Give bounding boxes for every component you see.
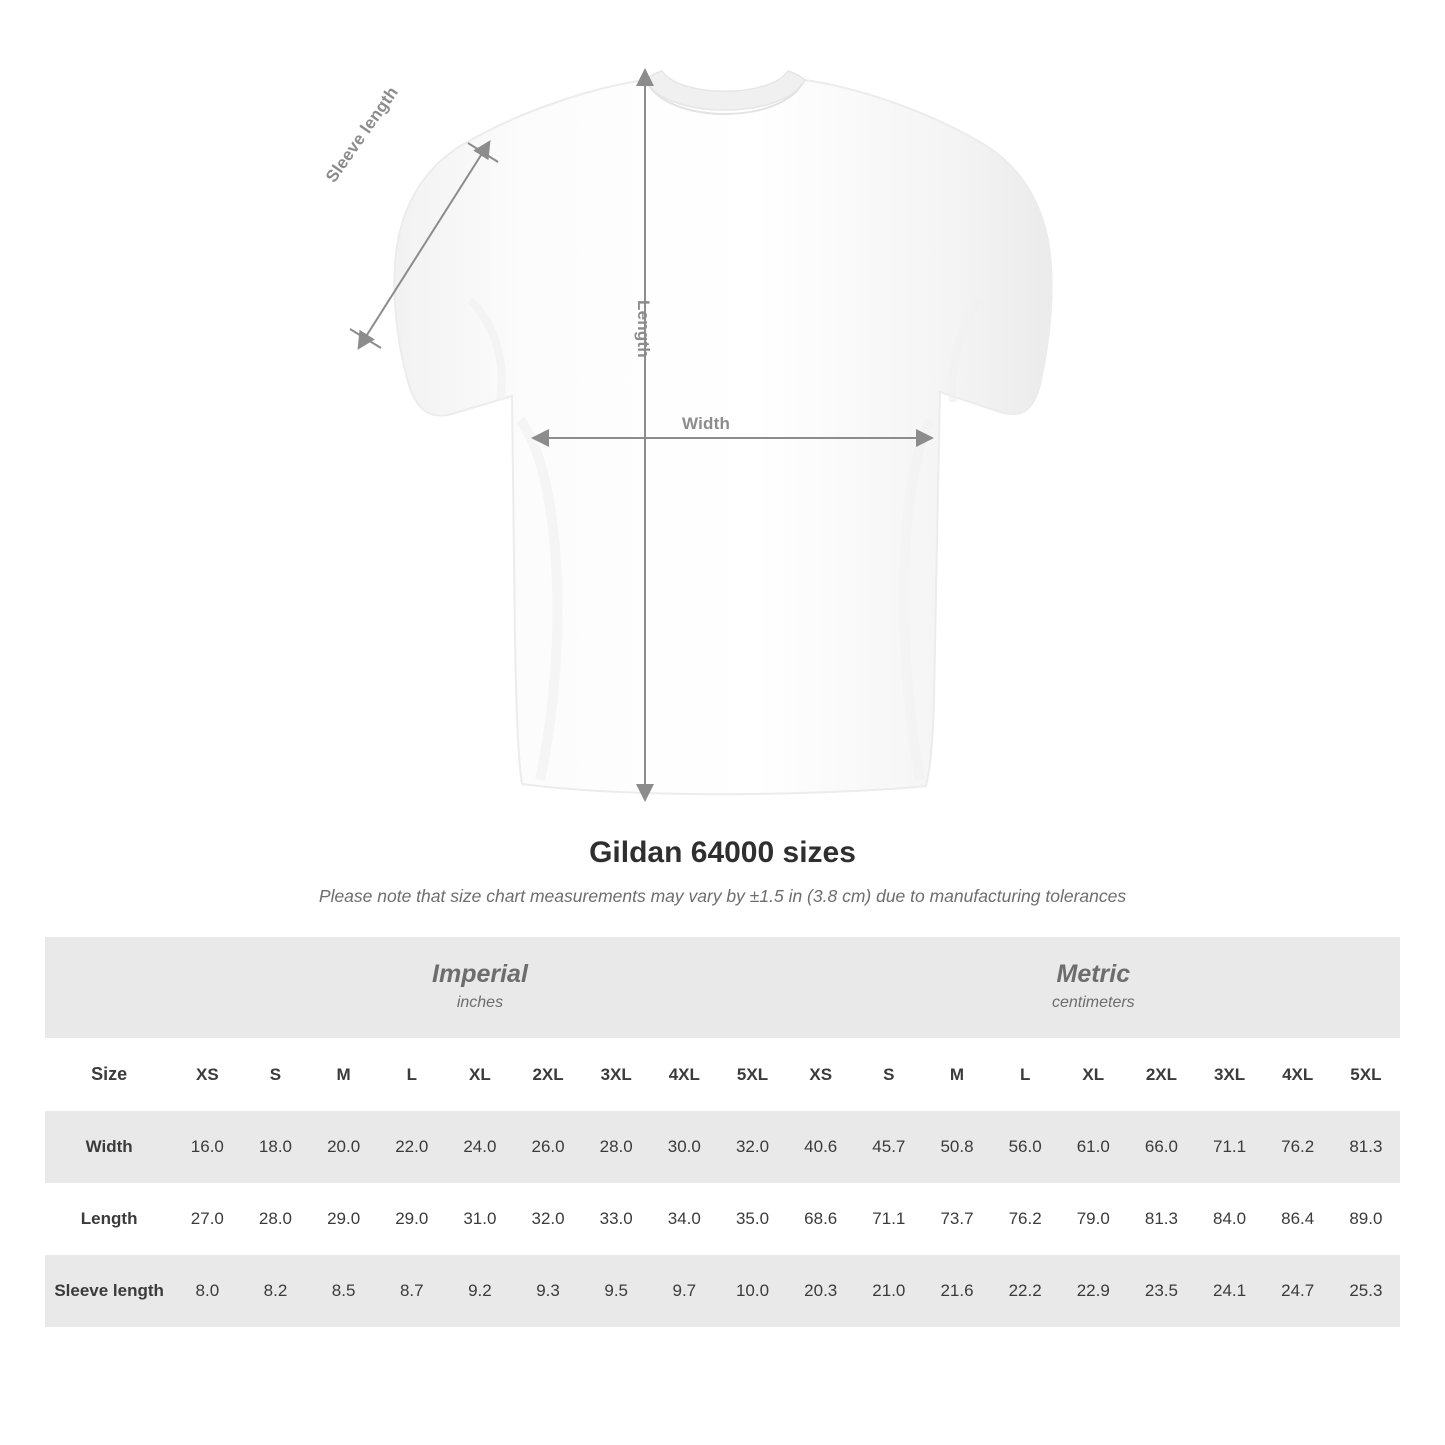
unit-system-spacer — [45, 937, 173, 1038]
cell-sleeve-imperial-m: 8.5 — [310, 1255, 378, 1327]
cell-length-imperial-4xl: 34.0 — [650, 1183, 718, 1255]
unit-system-metric — [787, 937, 1400, 1038]
table-row — [45, 1183, 1400, 1255]
size-header-metric-3xl: 3XL — [1195, 1038, 1263, 1111]
cell-length-imperial-2xl: 32.0 — [514, 1183, 582, 1255]
cell-sleeve-imperial-2xl: 9.3 — [514, 1255, 582, 1327]
imperial-unit: inches — [456, 994, 504, 1012]
size-header-imperial-s: S — [241, 1038, 309, 1111]
cell-width-metric-3xl: 71.1 — [1195, 1111, 1263, 1183]
sleeve-length-dimension-label: Sleeve length — [322, 83, 402, 186]
cell-sleeve-metric-l: 22.2 — [991, 1255, 1059, 1327]
cell-length-imperial-xs: 27.0 — [173, 1183, 241, 1255]
row-label-sleeve-length: Sleeve length — [45, 1255, 173, 1327]
size-header-row — [45, 1038, 1400, 1111]
cell-width-imperial-2xl: 26.0 — [514, 1111, 582, 1183]
cell-length-imperial-xl: 31.0 — [446, 1183, 514, 1255]
cell-length-metric-s: 71.1 — [855, 1183, 923, 1255]
cell-length-metric-5xl: 89.0 — [1332, 1183, 1400, 1255]
table-row — [45, 1111, 1400, 1183]
size-header-metric-xs: XS — [787, 1038, 855, 1111]
size-header-imperial-2xl: 2XL — [514, 1038, 582, 1111]
cell-sleeve-metric-4xl: 24.7 — [1264, 1255, 1332, 1327]
size-header-imperial-4xl: 4XL — [650, 1038, 718, 1111]
cell-width-metric-xs: 40.6 — [787, 1111, 855, 1183]
size-header-imperial-m: M — [310, 1038, 378, 1111]
cell-sleeve-imperial-s: 8.2 — [241, 1255, 309, 1327]
size-chart-table-wrap — [45, 937, 1400, 1327]
row-label-width: Width — [45, 1111, 173, 1183]
cell-length-imperial-3xl: 33.0 — [582, 1183, 650, 1255]
cell-length-metric-m: 73.7 — [923, 1183, 991, 1255]
length-dimension-label: Length — [634, 300, 653, 358]
cell-sleeve-imperial-5xl: 10.0 — [718, 1255, 786, 1327]
cell-width-imperial-s: 18.0 — [241, 1111, 309, 1183]
cell-length-metric-4xl: 86.4 — [1264, 1183, 1332, 1255]
cell-width-metric-5xl: 81.3 — [1332, 1111, 1400, 1183]
cell-length-imperial-l: 29.0 — [378, 1183, 446, 1255]
cell-sleeve-metric-s: 21.0 — [855, 1255, 923, 1327]
cell-length-imperial-5xl: 35.0 — [718, 1183, 786, 1255]
tolerance-note: Please note that size chart measurements may vary by ±1.5 in (3.8 cm) due to manufacturing tolerances — [318, 886, 1127, 906]
cell-length-metric-l: 76.2 — [991, 1183, 1059, 1255]
cell-length-metric-3xl: 84.0 — [1195, 1183, 1263, 1255]
metric-label: Metric — [1056, 960, 1131, 988]
imperial-label: Imperial — [432, 960, 528, 988]
size-header-metric-2xl: 2XL — [1127, 1038, 1195, 1111]
table-row — [45, 1255, 1400, 1327]
size-header-metric-5xl: 5XL — [1332, 1038, 1400, 1111]
cell-width-imperial-l: 22.0 — [378, 1111, 446, 1183]
cell-length-imperial-s: 28.0 — [241, 1183, 309, 1255]
cell-sleeve-imperial-xl: 9.2 — [446, 1255, 514, 1327]
cell-width-imperial-3xl: 28.0 — [582, 1111, 650, 1183]
size-header-imperial-xl: XL — [446, 1038, 514, 1111]
size-header-metric-xl: XL — [1059, 1038, 1127, 1111]
metric-unit: centimeters — [1051, 994, 1135, 1012]
cell-width-metric-l: 56.0 — [991, 1111, 1059, 1183]
cell-sleeve-metric-5xl: 25.3 — [1332, 1255, 1400, 1327]
chart-title-block — [0, 836, 1445, 907]
cell-sleeve-metric-3xl: 24.1 — [1195, 1255, 1263, 1327]
size-chart-table — [45, 937, 1400, 1327]
size-header-imperial-xs: XS — [173, 1038, 241, 1111]
unit-system-row — [45, 937, 1400, 1038]
cell-length-metric-2xl: 81.3 — [1127, 1183, 1195, 1255]
cell-sleeve-imperial-l: 8.7 — [378, 1255, 446, 1327]
cell-width-imperial-m: 20.0 — [310, 1111, 378, 1183]
cell-width-imperial-5xl: 32.0 — [718, 1111, 786, 1183]
cell-sleeve-imperial-xs: 8.0 — [173, 1255, 241, 1327]
cell-sleeve-imperial-4xl: 9.7 — [650, 1255, 718, 1327]
size-header-metric-l: L — [991, 1038, 1059, 1111]
size-header-metric-s: S — [855, 1038, 923, 1111]
cell-sleeve-metric-2xl: 23.5 — [1127, 1255, 1195, 1327]
cell-sleeve-metric-xl: 22.9 — [1059, 1255, 1127, 1327]
width-dimension-label: Width — [682, 414, 731, 433]
cell-sleeve-imperial-3xl: 9.5 — [582, 1255, 650, 1327]
size-header-imperial-5xl: 5XL — [718, 1038, 786, 1111]
cell-width-imperial-xl: 24.0 — [446, 1111, 514, 1183]
size-header-metric-4xl: 4XL — [1264, 1038, 1332, 1111]
unit-system-imperial — [173, 937, 786, 1038]
cell-width-metric-4xl: 76.2 — [1264, 1111, 1332, 1183]
cell-width-metric-xl: 61.0 — [1059, 1111, 1127, 1183]
cell-sleeve-metric-m: 21.6 — [923, 1255, 991, 1327]
cell-length-imperial-m: 29.0 — [310, 1183, 378, 1255]
size-header-label: Size — [45, 1038, 173, 1111]
page-title: Gildan 64000 sizes — [589, 836, 856, 869]
cell-width-metric-m: 50.8 — [923, 1111, 991, 1183]
size-header-metric-m: M — [923, 1038, 991, 1111]
cell-width-imperial-4xl: 30.0 — [650, 1111, 718, 1183]
size-header-imperial-3xl: 3XL — [582, 1038, 650, 1111]
cell-width-metric-s: 45.7 — [855, 1111, 923, 1183]
size-header-imperial-l: L — [378, 1038, 446, 1111]
cell-length-metric-xs: 68.6 — [787, 1183, 855, 1255]
cell-length-metric-xl: 79.0 — [1059, 1183, 1127, 1255]
cell-sleeve-metric-xs: 20.3 — [787, 1255, 855, 1327]
cell-width-metric-2xl: 66.0 — [1127, 1111, 1195, 1183]
row-label-length: Length — [45, 1183, 173, 1255]
cell-width-imperial-xs: 16.0 — [173, 1111, 241, 1183]
